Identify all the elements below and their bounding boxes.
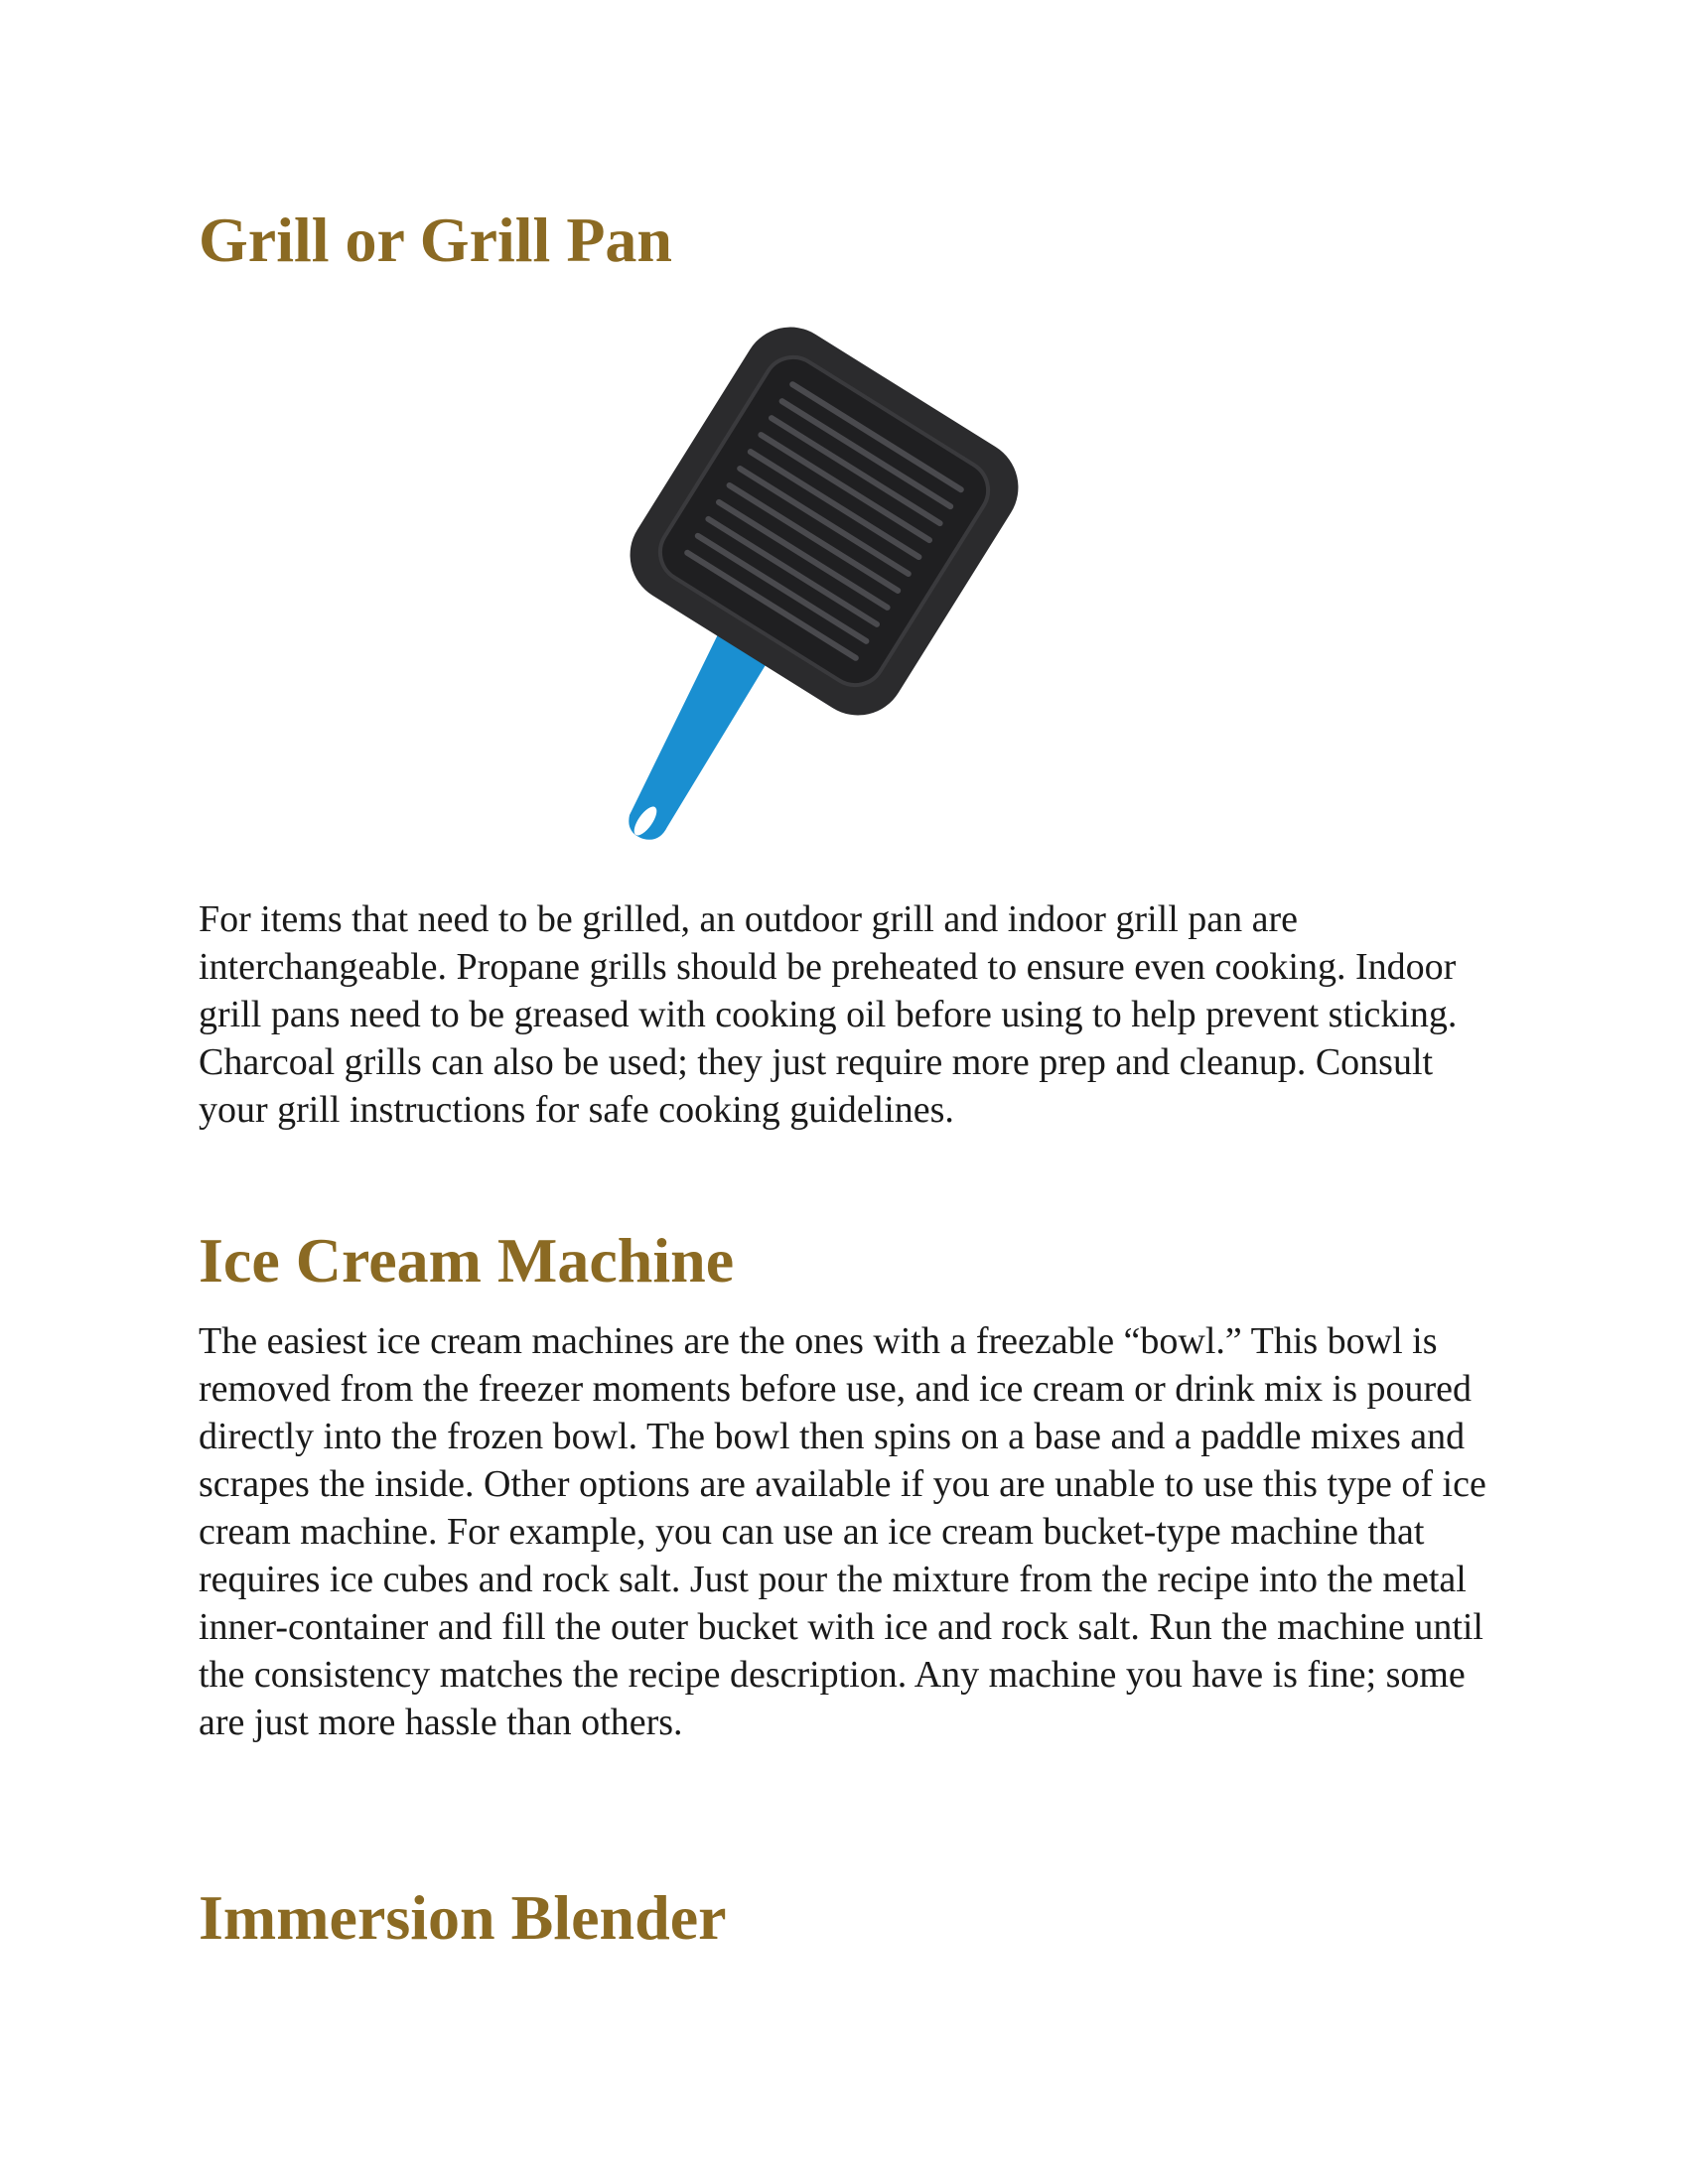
- section-body-ice-cream: The easiest ice cream machines are the ones with a freezable “bowl.” This bowl is removed from the freezer moments before use, and ice cream or drink mix is poured directly into the frozen bowl. The bowl then spins on a base and a paddle mixes and scrapes the inside. Other options are available if you are unable to use this type of ice cream machine. For example, you can use an ice cream bucket-type machine that requires ice cubes and rock salt. Just pour the mixture from the recipe into the metal inner-container and fill the outer bucket with ice and rock salt. Run the machine until the consistency matches the recipe description. Any machine you have is fine; some are just more hassle than others.: [199, 1320, 1486, 1743]
- pan-handle: [629, 630, 774, 840]
- section-heading-ice-cream: Ice Cream Machine: [199, 1225, 735, 1296]
- pan-body: [616, 313, 1037, 734]
- section-heading-grill: Grill or Grill Pan: [199, 205, 672, 275]
- grill-pan-icon: [616, 313, 1062, 859]
- section-heading-immersion-blender: Immersion Blender: [199, 1882, 727, 1953]
- section-body-grill: For items that need to be grilled, an outdoor grill and indoor grill pan are interchangeable. Propane grills should be preheated to ensure even cooking. Indoor grill pans need to be greased with cooking oil before using to help prevent sticking. Charcoal grills can also be used; they just require more prep and cleanup. Consult your grill instructions for safe cooking guidelines.: [199, 898, 1458, 1131]
